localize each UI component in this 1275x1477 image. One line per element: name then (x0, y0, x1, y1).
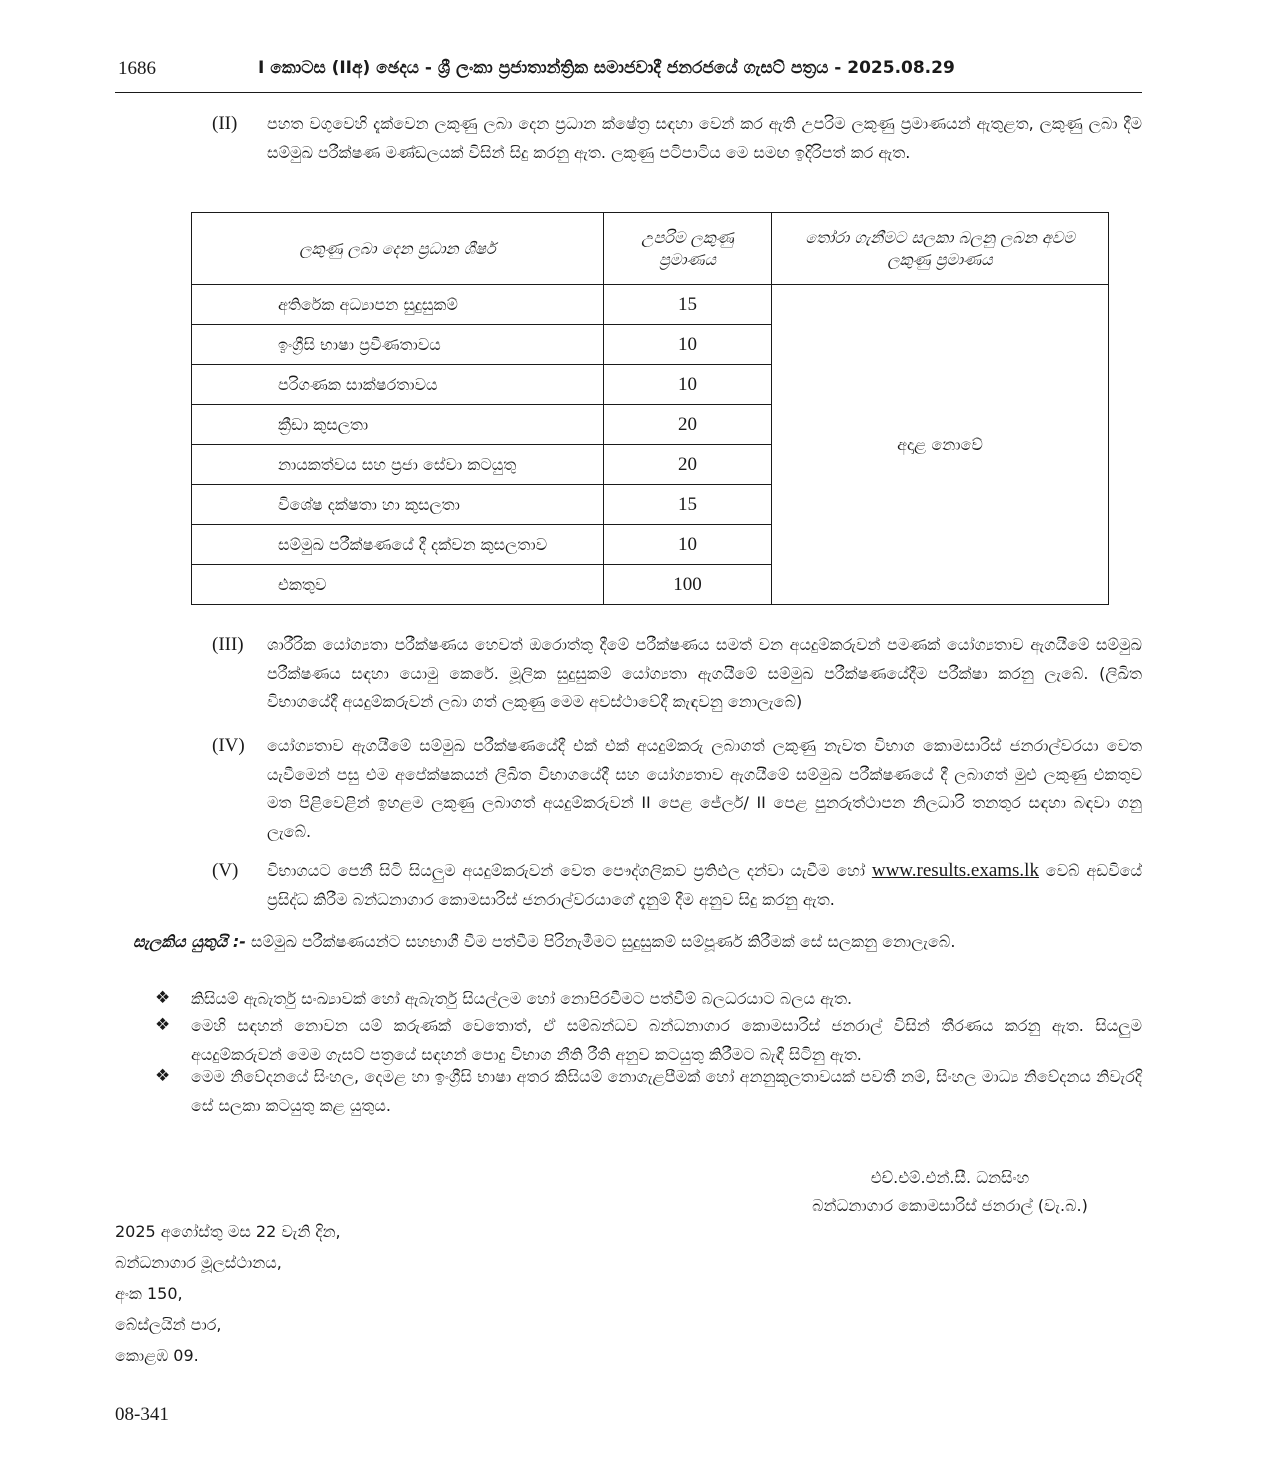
diamond-bullet-icon: ❖ (155, 1066, 171, 1086)
bullet-text: කිසියම් ඇබැර්තු සංඛ්‍යාවක් හෝ ඇබැර්තු සියල්ලම හෝ නොපිරවීමට පත්වීම් බලධරයාට බලය ඇත. (191, 989, 853, 1008)
section-v (212, 857, 1142, 914)
section-text: පහත වගුවෙහි දැක්වෙන ලකුණු ලබා දෙන ප්‍රධාන ක්ෂේත්‍ර සඳහා වෙන් කර ඇති උපරිම ලකුණු ප්‍රමාණයන් ඇතුළත, ලකුණු ලබා දීම සම්මුඛ පරීක්ෂණ මණ්ඩලයක් විසින් සිදු කරනු ඇත. ලකුණු පටිපාටිය මෙ සමඟ ඉදිරිපත් කර ඇත. (267, 114, 1142, 162)
section-number: (III) (212, 634, 244, 655)
bullet-item (155, 984, 1142, 1013)
max-marks-cell: 15 (604, 485, 772, 525)
page-number: 1686 (118, 58, 156, 79)
criterion-cell: නායකත්වය සහ ප්‍රජා සේවා කටයුතු (192, 445, 604, 485)
section-ii (212, 110, 1142, 167)
header-criterion: ලකුණු ලබා දෙන ප්‍රධාන ශීර්ෂ (192, 213, 604, 285)
address-line: බන්ධනාගාර මූලස්ථානය, (115, 1253, 282, 1272)
max-marks-cell: 10 (604, 365, 772, 405)
issue-date: 2025 අගෝස්තු මස 22 වැනි දින, (115, 1222, 341, 1241)
bullet-text: මෙහි සඳහන් නොවන යම් කරුණක් වෙතොත්, ඒ සම්බන්ධව බන්ධනාගාර කොමසාරිස් ජනරාල් විසින් තීරණය කරනු ඇත. සියලුම අයදුම්කරුවන් මෙම ගැසට් පත්‍රයේ සඳහන් පොදු විභාග නීති රීති අනුව කටයුතු කිරීමට බැඳී සිටිනු ඇත. (191, 1016, 1142, 1064)
max-marks-cell: 20 (604, 445, 772, 485)
results-website-link[interactable]: www.results.exams.lk (871, 860, 1039, 881)
section-text-before: විභාගයට පෙනී සිටි සියලුම අයදුම්කරුවන් වෙත පෞද්ගලිකව ප්‍රතිඵල දන්වා යැවීම හෝ (267, 861, 872, 880)
notice-code: 08-341 (115, 1404, 169, 1425)
diamond-bullet-icon: ❖ (155, 1015, 171, 1035)
max-marks-cell: 10 (604, 525, 772, 565)
diamond-bullet-icon: ❖ (155, 988, 171, 1008)
section-text: ශාරීරික යෝග්‍යතා පරීක්ෂණය හෙවත් ඔරොත්තු දීමේ පරීක්ෂණය සමත් වන අයදුම්කරුවන් පමණක් යෝග්‍යතාව ඇගයීමේ සම්මුඛ පරීක්ෂණය සඳහා යොමු කෙරේ. මූලික සුදුසුකම් යෝග්‍යතා ඇගයීමේ සම්මුඛ පරීක්ෂණයේදීම පරීක්ෂා කරනු ලැබේ. (ලිඛිත විභාගයේදී අයදුම්කරුවන් ලබා ගත් ලකුණු මෙම අවස්ථාවේදී කැඳවනු නොලැබේ) (267, 635, 1142, 711)
gazette-header-title: I කොටස (IIඅ) ඡෙදය - ශ්‍රී ලංකා ප්‍රජාතාන්ත්‍රික සමාජවාදී ජනරජයේ ගැසට් පත්‍රය - 2025.08.29 (258, 58, 955, 78)
table-row (192, 285, 1109, 325)
address-line: කොළඹ 09. (115, 1346, 199, 1365)
max-marks-cell: 100 (604, 565, 772, 605)
section-number: (V) (212, 860, 239, 881)
note-text: සම්මුඛ පරීක්ෂණයන්ට සහභාගී වීම පත්වීම පිරිනැමීමට සුදුසුකම් සම්පූර්ණ කිරීමක් සේ සලකනු නොලැබේ. (245, 932, 956, 951)
section-text-after: වෙබ් අඩවියේ ප්‍රසිද්ධ කිරීම බන්ධනාගාර කොමසාරිස් ජනරාල්වරයාගේ දැනුම් දීම අනුව සිදු කරනු ඇත. (267, 861, 1142, 909)
section-text: යෝග්‍යතාව ඇගයීමේ සම්මුඛ පරීක්ෂණයේදී එක් එක් අයදුම්කරු ලබාගත් ලකුණු නැවත විභාග කොමසාරිස් ජනරාල්වරයා වෙත යැවීමෙන් පසු එම අපේක්ෂකයන් ලිඛිත විභාගයේදී සහ යෝග්‍යතාව ඇගයීමේ සම්මුඛ පරීක්ෂණයේ දී ලබාගත් මුළු ලකුණු එකතුව මත පිළිවෙළින් ඉහළම ලකුණු ලබාගත් අයදුම්කරුවන් II පෙළ ජේලර්/ II පෙළ පුනරුත්ථාපන නිලධාරි තනතුර සඳහා බඳවා ගනු ලැබේ. (267, 736, 1142, 841)
max-marks-cell: 20 (604, 405, 772, 445)
address-line: බේස්ලයින් පාර, (115, 1315, 222, 1334)
bullet-item (155, 1011, 1142, 1069)
signatory-designation: බන්ධනාගාර කොමසාරිස් ජනරාල් (වැ.බ.) (812, 1196, 1088, 1215)
issue-address-block (115, 1216, 341, 1371)
section-iv (212, 732, 1142, 846)
max-marks-cell: 10 (604, 325, 772, 365)
section-number: (II) (212, 113, 238, 134)
important-note (133, 932, 955, 952)
criterion-cell: එකතුව (192, 565, 604, 605)
marks-table (191, 212, 1109, 605)
max-marks-cell: 15 (604, 285, 772, 325)
table-header-row (192, 213, 1109, 285)
section-text (267, 857, 1142, 914)
criterion-cell: සම්මුඛ පරීක්ෂණයේ දී දක්වන කුසලතාව (192, 525, 604, 565)
criterion-cell: විශේෂ දක්ෂතා හා කුසලතා (192, 485, 604, 525)
note-label: සැලකිය යුතුයි :- (133, 932, 246, 951)
section-iii (212, 631, 1142, 717)
criterion-cell: අතිරේක අධ්‍යාපන සුදුසුකම් (192, 285, 604, 325)
bullet-text: මෙම නිවේදනයේ සිංහල, දෙමළ හා ඉංග්‍රීසි භාෂා අතර කිසියම් නොගැළපීමක් හෝ අනනුකූලතාවයක් පවතී නම්, සිංහල මාධ්‍ය නිවේදනය නිවැරදි සේ සලකා කටයුතු කළ යුතුය. (191, 1067, 1142, 1115)
header-divider (115, 92, 1142, 93)
criterion-cell: ක්‍රීඩා කුසලතා (192, 405, 604, 445)
min-marks-cell: අදාළ නොවේ (772, 285, 1109, 605)
section-number: (IV) (212, 735, 245, 756)
criterion-cell: ඉංග්‍රීසි භාෂා ප්‍රවීණතාවය (192, 325, 604, 365)
criterion-cell: පරිගණක සාක්ෂරතාවය (192, 365, 604, 405)
bullet-item (155, 1062, 1142, 1120)
signatory-name: එච්.එම්.එන්.සී. ධනසිංහ (870, 1168, 1030, 1187)
address-line: අංක 150, (115, 1284, 183, 1303)
header-max-marks: උපරිම ලකුණු ප්‍රමාණය (604, 213, 772, 285)
header-min-marks: තෝරා ගැනීමට සලකා බලනු ලබන අවම ලකුණු ප්‍රමාණය (772, 213, 1109, 285)
